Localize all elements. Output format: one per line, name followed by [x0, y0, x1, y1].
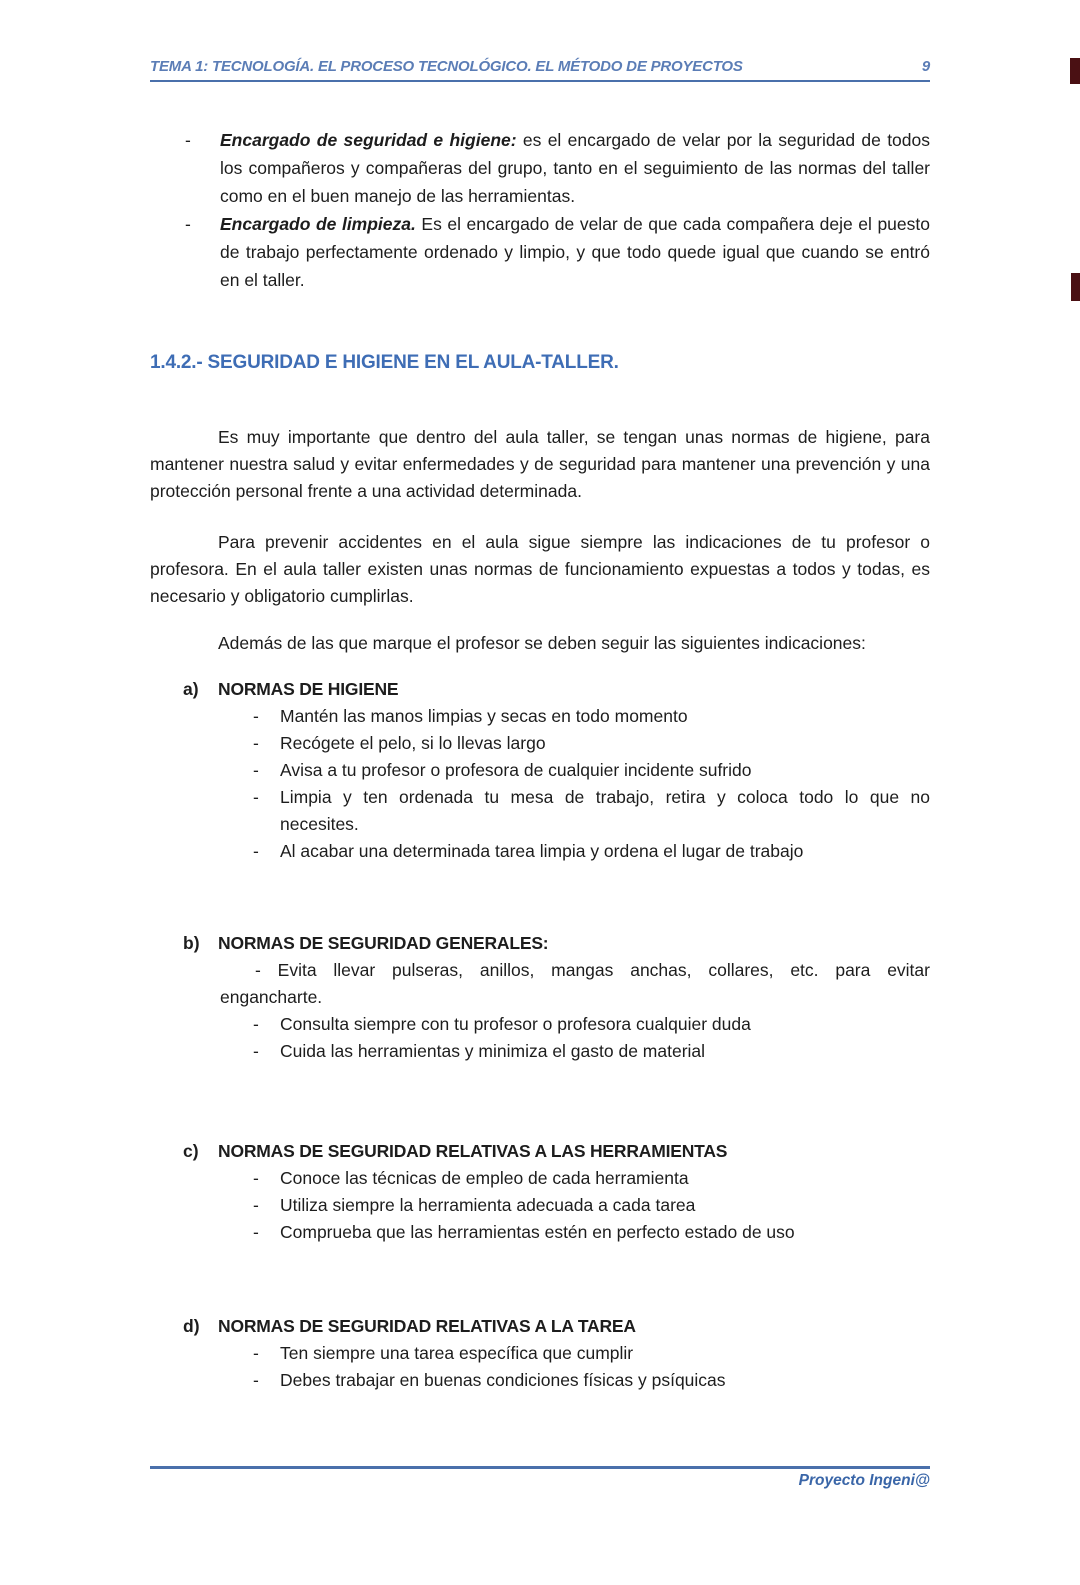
dash-bullet: -	[253, 733, 259, 753]
group-name: NORMAS DE SEGURIDAD GENERALES:	[218, 933, 549, 953]
rule-group-higiene	[183, 675, 930, 865]
page-number: 9	[921, 58, 930, 75]
list-item	[150, 210, 930, 294]
list-item-line: Limpia y ten ordenada tu mesa de trabajo, retira y coloca todo lo que no	[280, 787, 930, 807]
list-item-lead: Encargado de seguridad e higiene:	[220, 130, 517, 150]
scan-artifact	[1070, 58, 1080, 84]
group-name: NORMAS DE SEGURIDAD RELATIVAS A LA TAREA	[218, 1316, 636, 1336]
group-title	[183, 675, 930, 703]
list-item-lead: Encargado de limpieza.	[220, 214, 416, 234]
list-item-text: Avisa a tu profesor o profesora de cualquier incidente sufrido	[280, 760, 752, 780]
list-item-text: Conoce las técnicas de empleo de cada herramienta	[280, 1168, 689, 1188]
list-item	[220, 757, 930, 784]
intro-bullet-list	[150, 126, 930, 294]
dash-bullet: -	[253, 1041, 259, 1061]
list-item-text: Comprueba que las herramientas estén en perfecto estado de uso	[280, 1222, 795, 1242]
page-header	[150, 58, 930, 82]
group-letter: a)	[183, 679, 199, 699]
dash-bullet: -	[185, 130, 191, 150]
footer-brand: Proyecto Ingeni@	[798, 1472, 930, 1489]
paragraph: Para prevenir accidentes en el aula sigue siempre las indicaciones de tu profesor o profesora. En el aula taller existen unas normas de funcionamiento expuestas a todos y todas, es necesario y obligatorio cumplirlas.	[150, 532, 930, 606]
section-heading: 1.4.2.- SEGURIDAD E HIGIENE EN EL AULA-TALLER.	[150, 352, 619, 373]
group-letter: b)	[183, 933, 200, 953]
list-item	[220, 1219, 930, 1246]
group-title	[183, 1312, 930, 1340]
dash-bullet: -	[255, 960, 261, 980]
rule-group-tarea	[183, 1312, 930, 1394]
list-item	[220, 730, 930, 757]
list-item-text	[220, 210, 930, 294]
list-item-text: Al acabar una determinada tarea limpia y ordena el lugar de trabajo	[280, 841, 804, 861]
group-items	[220, 703, 930, 865]
list-item-text: Recógete el pelo, si lo llevas largo	[280, 733, 546, 753]
dash-bullet: -	[253, 1168, 259, 1188]
list-item-body: Es el encargado de velar de que cada compañera deje el puesto de trabajo perfectamente ordenado y limpio, y que todo quede igual que cuando se entró en el taller.	[220, 214, 930, 290]
dash-bullet: -	[185, 214, 191, 234]
group-items	[220, 1340, 930, 1394]
dash-bullet: -	[253, 787, 259, 807]
list-item-text: Debes trabajar en buenas condiciones físicas y psíquicas	[280, 1370, 726, 1390]
dash-bullet: -	[253, 1014, 259, 1034]
group-items	[220, 1165, 930, 1246]
list-item	[220, 1165, 930, 1192]
dash-bullet: -	[253, 1343, 259, 1363]
dash-bullet: -	[253, 841, 259, 861]
list-item-line	[220, 957, 930, 984]
group-letter: d)	[183, 1316, 200, 1336]
group-items	[220, 957, 930, 1065]
list-item-text: Utiliza siempre la herramienta adecuada a cada tarea	[280, 1195, 696, 1215]
list-item-text: Consulta siempre con tu profesor o profesora cualquier duda	[280, 1014, 751, 1034]
dash-bullet: -	[253, 706, 259, 726]
rule-group-herramientas	[183, 1137, 930, 1246]
list-item	[220, 1192, 930, 1219]
header-title: TEMA 1: TECNOLOGÍA. EL PROCESO TECNOLÓGICO. EL MÉTODO DE PROYECTOS	[150, 58, 743, 75]
list-item	[220, 1038, 930, 1065]
paragraph: Es muy importante que dentro del aula taller, se tengan unas normas de higiene, para mantener nuestra salud y evitar enfermedades y de seguridad para mantener una prevención y una protección personal frente a una actividad determinada.	[150, 427, 930, 501]
list-item	[220, 957, 930, 1011]
dash-bullet: -	[253, 1222, 259, 1242]
scan-artifact	[1071, 273, 1080, 301]
list-item	[220, 1011, 930, 1038]
group-name: NORMAS DE HIGIENE	[218, 679, 399, 699]
list-item	[150, 126, 930, 210]
list-item	[220, 838, 930, 865]
list-item	[220, 703, 930, 730]
group-title	[183, 929, 930, 957]
list-item-text: Ten siempre una tarea específica que cumplir	[280, 1343, 634, 1363]
list-item-line: necesites.	[280, 814, 359, 834]
list-item-text	[220, 126, 930, 210]
list-item	[220, 1367, 930, 1394]
list-item-text: Cuida las herramientas y minimiza el gasto de material	[280, 1041, 706, 1061]
dash-bullet: -	[253, 1195, 259, 1215]
list-item-text	[280, 784, 930, 838]
group-name: NORMAS DE SEGURIDAD RELATIVAS A LAS HERRAMIENTAS	[218, 1141, 728, 1161]
dash-bullet: -	[253, 1370, 259, 1390]
list-item	[220, 784, 930, 838]
page-content	[0, 58, 1080, 1394]
group-title	[183, 1137, 930, 1165]
list-item-body: es el encargado de velar por la seguridad de todos los compañeros y compañeras del grupo, tanto en el seguimiento de las normas del taller como en el buen manejo de las herramientas.	[220, 130, 930, 206]
page-footer	[150, 1466, 930, 1490]
rule-group-seguridad-generales	[183, 929, 930, 1065]
document-page	[0, 58, 1080, 1585]
list-item-text: Evita llevar pulseras, anillos, mangas anchas, collares, etc. para evitar	[277, 960, 930, 980]
dash-bullet: -	[253, 760, 259, 780]
list-item-text: Mantén las manos limpias y secas en todo momento	[280, 706, 688, 726]
paragraph: Además de las que marque el profesor se deben seguir las siguientes indicaciones:	[218, 633, 866, 653]
list-item	[220, 1340, 930, 1367]
group-letter: c)	[183, 1141, 199, 1161]
list-item-line: engancharte.	[220, 987, 323, 1007]
